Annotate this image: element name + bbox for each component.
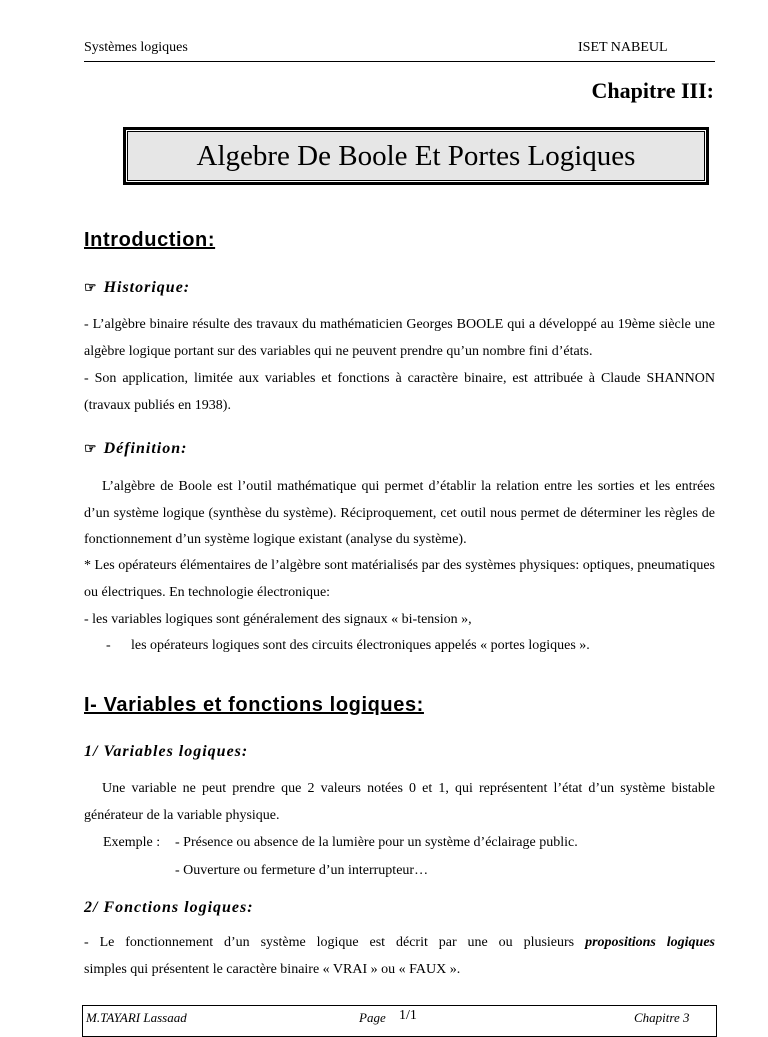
pointing-hand-icon: ☞ [84,442,98,457]
title-box [123,127,709,185]
footer-author: M.TAYARI Lassaad [86,1010,187,1025]
propositions-logiques-emphasis: propositions logiques [585,935,716,950]
chapter-label: Chapitre III: [591,78,714,103]
definition-paragraph-3: - les variables logiques sont généralement des signaux « bi-tension », [84,612,472,627]
section1-heading: I- Variables et fonctions logiques: [84,694,424,716]
definition-heading [84,440,187,458]
definition-paragraph-1-text: L’algèbre de Boole est l’outil mathématique qui permet d’établir la relation entre les sorties et les entrées d’un système logique (synthèse du système). Réciproquement, cet outil nous permet de déterminer les règles de fonctionnement d’un système logique existant (analyse du système). [84,479,715,547]
footer-chapter: Chapitre 3 [634,1010,690,1025]
definition-bullet-dash: - [106,638,111,653]
historique-heading [84,279,190,297]
definition-paragraph-1 [84,474,715,554]
footer-page-label: Page [359,1010,386,1025]
fonctions-text: - Le fonctionnement d’un système logique est décrit par une ou plusieurs [84,935,575,950]
definition-heading-text: Définition: [103,440,188,457]
footer-page-number: 1/1 [399,1008,417,1023]
historique-paragraph-2: - Son application, limitée aux variables et fonctions à caractère binaire, est attribuée à Claude SHANNON (travaux publiés en 1938). [84,371,715,413]
footer [82,1005,717,1037]
variables-paragraph [84,776,715,829]
variables-paragraph-text: Une variable ne peut prendre que 2 valeurs notées 0 et 1, qui représentent l’état d’un système bistable générateur de la variable physique. [84,781,715,823]
header-right: ISET NABEUL [578,40,668,55]
pointing-hand-icon: ☞ [84,281,98,296]
historique-heading-text: Historique: [103,279,191,296]
historique-paragraph-1: - L’algèbre binaire résulte des travaux du mathématicien Georges BOOLE qui a développé au 19ème siècle une algèbre logique portant sur des variables qui ne peuvent prendre qu’un nombre fini d’états. [84,317,715,359]
fonctions-paragraph-line-2: simples qui présentent le caractère binaire « VRAI » ou « FAUX ». [84,962,461,977]
example-item-1: - Présence ou absence de la lumière pour un système d’éclairage public. [175,835,578,850]
example-item-2: - Ouverture ou fermeture d’un interrupteur… [175,863,429,878]
page-title: Algebre De Boole Et Portes Logiques [196,139,636,172]
variables-heading: 1/ Variables logiques: [84,743,249,760]
intro-heading: Introduction: [84,229,216,251]
definition-paragraph-2: * Les opérateurs élémentaires de l’algèbre sont matérialisés par des systèmes physiques: optiques, pneumatiques ou électriques. En technologie électronique: [84,558,715,600]
definition-paragraph-4: les opérateurs logiques sont des circuits électroniques appelés « portes logiques ». [131,638,590,653]
fonctions-heading: 2/ Fonctions logiques: [84,899,254,916]
fonctions-paragraph-line-1 [84,930,715,957]
example-label: Exemple : [103,835,161,850]
header-divider [84,61,715,62]
header-left: Systèmes logiques [84,40,188,55]
